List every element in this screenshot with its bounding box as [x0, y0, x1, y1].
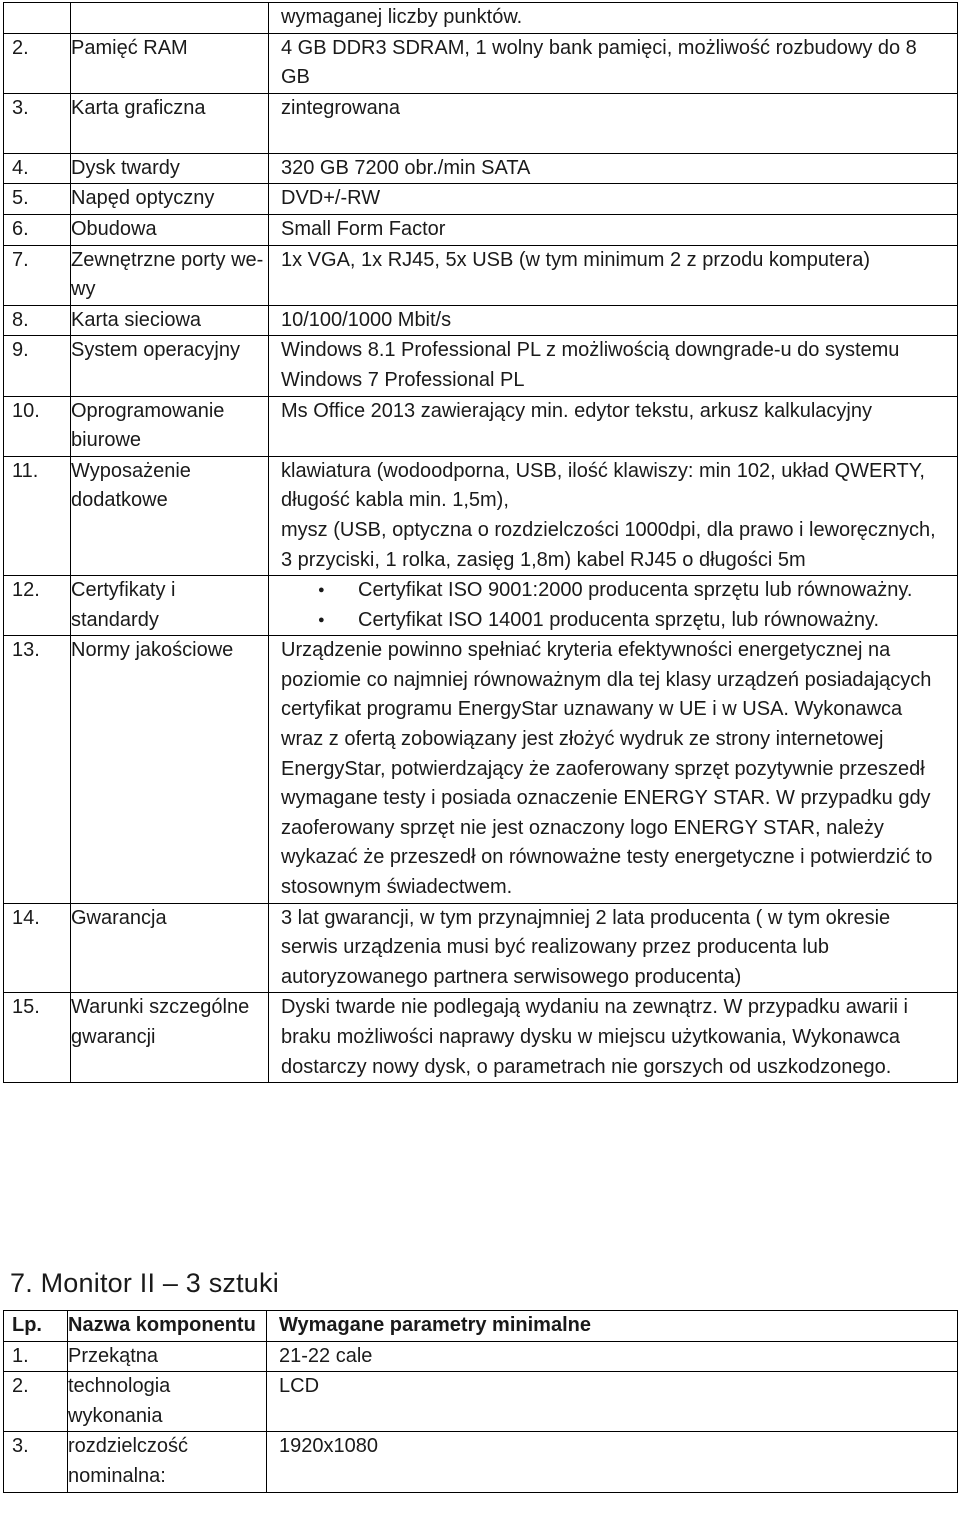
component-requirement: 1920x1080 — [267, 1432, 958, 1492]
component-requirement: Urządzenie powinno spełniać kryteria efektywności energetycznej na poziomie co najmniej równoważnym dla tej klasy urządzeń posiadających certyfikat programu EnergyStar uznawany w UE i w USA. Wykonawca wraz z ofertą zobowiązany jest złożyć wydruk ze strony internetowej EnergyStar, potwierdzający że zaoferowany sprzęt pozytywnie przeszedł wymagane testy i posiada oznaczenie ENERGY STAR. W przypadku gdy zaoferowany sprzęt nie jest oznaczony logo ENERGY STAR, należy wykazać że przeszedł on równoważne testy energetyczne i potwierdzić to stosownym świadectwem. — [269, 636, 958, 903]
table-row — [4, 396, 958, 456]
table-row — [4, 33, 958, 93]
table-row — [4, 153, 958, 184]
row-number: 13. — [4, 636, 71, 903]
component-requirement: 4 GB DDR3 SDRAM, 1 wolny bank pamięci, możliwość rozbudowy do 8 GB — [269, 33, 958, 93]
component-name: technologia wykonania — [68, 1372, 267, 1432]
table-row — [4, 336, 958, 396]
component-name — [71, 3, 269, 34]
component-name: System operacyjny — [71, 336, 269, 396]
component-name: Zewnętrzne porty we-wy — [71, 245, 269, 305]
component-name: Karta sieciowa — [71, 305, 269, 336]
table-row — [4, 245, 958, 305]
component-requirement: DVD+/-RW — [269, 184, 958, 215]
component-name: Pamięć RAM — [71, 33, 269, 93]
table-row — [4, 576, 958, 636]
keyboard-requirement: klawiatura (wodoodporna, USB, ilość klawiszy: min 102, układ QWERTY, długość kabla min. 1,5m), — [281, 459, 925, 512]
row-number: 15. — [4, 993, 71, 1083]
table-row — [4, 903, 958, 993]
column-header-value: Wymagane parametry minimalne — [267, 1311, 958, 1342]
row-number: 8. — [4, 305, 71, 336]
monitor-spec-table — [3, 1310, 958, 1493]
component-requirement: Windows 8.1 Professional PL z możliwością downgrade-u do systemu Windows 7 Professional PL — [269, 336, 958, 396]
row-number: 11. — [4, 456, 71, 575]
table-row — [4, 993, 958, 1083]
section-title: 7. Monitor II – 3 sztuki — [10, 1268, 279, 1298]
component-name: Obudowa — [71, 214, 269, 245]
row-number: 4. — [4, 153, 71, 184]
list-item: ● Certyfikat ISO 9001:2000 producenta sprzętu lub równoważny. — [358, 576, 947, 606]
row-number: 12. — [4, 576, 71, 636]
row-number: 3. — [4, 1432, 68, 1492]
row-number: 5. — [4, 184, 71, 215]
row-number: 2. — [4, 1372, 68, 1432]
component-name: Napęd optyczny — [71, 184, 269, 215]
list-item: ● Certyfikat ISO 14001 producenta sprzętu, lub równoważny. — [358, 606, 947, 636]
row-number: 3. — [4, 93, 71, 153]
component-name: Karta graficzna — [71, 93, 269, 153]
row-number: 7. — [4, 245, 71, 305]
component-requirement: 320 GB 7200 obr./min SATA — [269, 153, 958, 184]
table-row — [4, 456, 958, 575]
component-requirement: 10/100/1000 Mbit/s — [269, 305, 958, 336]
component-name: Gwarancja — [71, 903, 269, 993]
component-name: Certyfikaty i standardy — [71, 576, 269, 636]
component-name: Oprogramowanie biurowe — [71, 396, 269, 456]
column-header-number: Lp. — [4, 1311, 68, 1342]
row-number: 10. — [4, 396, 71, 456]
table-row — [4, 1341, 958, 1372]
column-header-name: Nazwa komponentu — [68, 1311, 267, 1342]
component-requirement: 3 lat gwarancji, w tym przynajmniej 2 lata producenta ( w tym okresie serwis urządzenia musi być realizowany przez producenta lub autoryzowanego partnera serwisowego producenta) — [269, 903, 958, 993]
component-requirement — [269, 93, 958, 153]
table-header-row — [4, 1311, 958, 1342]
table-row — [4, 214, 958, 245]
table-row — [4, 3, 958, 34]
table-row — [4, 93, 958, 153]
component-requirement — [269, 456, 958, 575]
component-requirement: Dyski twarde nie podlegają wydaniu na zewnątrz. W przypadku awarii i braku możliwości naprawy dysku w miejscu użytkowania, Wykonawca dostarczy nowy dysk, o parametrach nie gorszych od uszkodzonego. — [269, 993, 958, 1083]
component-requirement: Small Form Factor — [269, 214, 958, 245]
component-requirement: 1x VGA, 1x RJ45, 5x USB (w tym minimum 2 z przodu komputera) — [269, 245, 958, 305]
component-name: Przekątna — [68, 1341, 267, 1372]
component-name: Normy jakościowe — [71, 636, 269, 903]
component-name: Warunki szczególne gwarancji — [71, 993, 269, 1083]
table-row — [4, 636, 958, 903]
row-number — [4, 3, 71, 34]
table-row — [4, 184, 958, 215]
component-requirement: LCD — [267, 1372, 958, 1432]
row-number: 9. — [4, 336, 71, 396]
table-row — [4, 1432, 958, 1492]
component-requirement — [269, 576, 958, 636]
component-name: Wyposażenie dodatkowe — [71, 456, 269, 575]
component-requirement: wymaganej liczby punktów. — [269, 3, 958, 34]
component-name: Dysk twardy — [71, 153, 269, 184]
component-requirement: 21-22 cale — [267, 1341, 958, 1372]
row-number: 6. — [4, 214, 71, 245]
table-row — [4, 1372, 958, 1432]
component-requirement: Ms Office 2013 zawierający min. edytor tekstu, arkusz kalkulacyjny — [269, 396, 958, 456]
row-number: 1. — [4, 1341, 68, 1372]
mouse-requirement: mysz (USB, optyczna o rozdzielczości 1000dpi, dla prawo i leworęcznych, 3 przyciski, 1 rolka, zasięg 1,8m) kabel RJ45 o długości 5m — [281, 518, 936, 571]
row-number: 14. — [4, 903, 71, 993]
certificate-list — [280, 576, 947, 635]
requirement-text: zintegrowana — [281, 96, 400, 119]
component-name: rozdzielczość nominalna: — [68, 1432, 267, 1492]
computer-spec-table — [3, 2, 958, 1083]
table-row — [4, 305, 958, 336]
row-number: 2. — [4, 33, 71, 93]
